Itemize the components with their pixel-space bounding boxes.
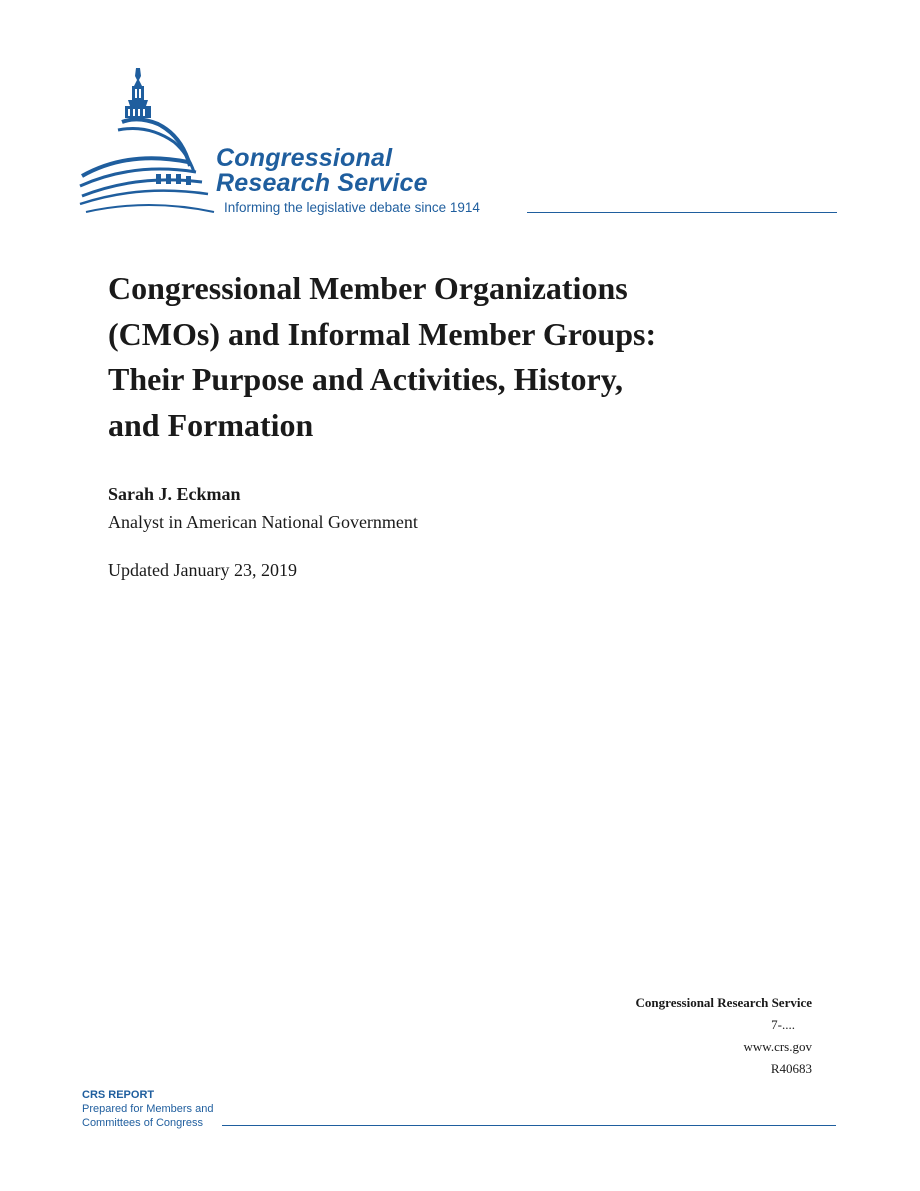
- tagline-rule: [527, 212, 837, 213]
- report-label-line3: Committees of Congress: [82, 1117, 204, 1129]
- crs-info-block: [636, 992, 812, 1080]
- crs-code: 7-....: [771, 1017, 795, 1032]
- title-line: and Formation: [108, 406, 314, 443]
- crs-org-name: Congressional Research Service: [635, 995, 812, 1010]
- report-label-line1: CRS REPORT: [82, 1089, 155, 1101]
- title-line: Their Purpose and Activities, History,: [108, 361, 623, 397]
- crs-report-label: [82, 1088, 842, 1130]
- logo-tagline: Informing the legislative debate since 1914: [224, 200, 480, 215]
- logo-name-line1: Congressional: [216, 144, 393, 172]
- report-number: R40683: [770, 1061, 812, 1076]
- capitol-dome-icon: [78, 66, 218, 216]
- crs-url: www.crs.gov: [743, 1039, 812, 1054]
- author-name: Sarah J. Eckman: [108, 484, 241, 504]
- logo-name-line2: Research Service: [216, 169, 428, 197]
- author-position: Analyst in American National Government: [108, 512, 418, 532]
- report-title: [108, 266, 748, 448]
- title-line: (CMOs) and Informal Member Groups:: [108, 315, 657, 352]
- title-line: Congressional Member Organizations: [108, 270, 628, 306]
- updated-date: Updated January 23, 2019: [108, 560, 297, 580]
- report-label-line2: Prepared for Members and: [82, 1103, 214, 1115]
- report-rule: [222, 1125, 836, 1126]
- crs-logo: [78, 66, 838, 226]
